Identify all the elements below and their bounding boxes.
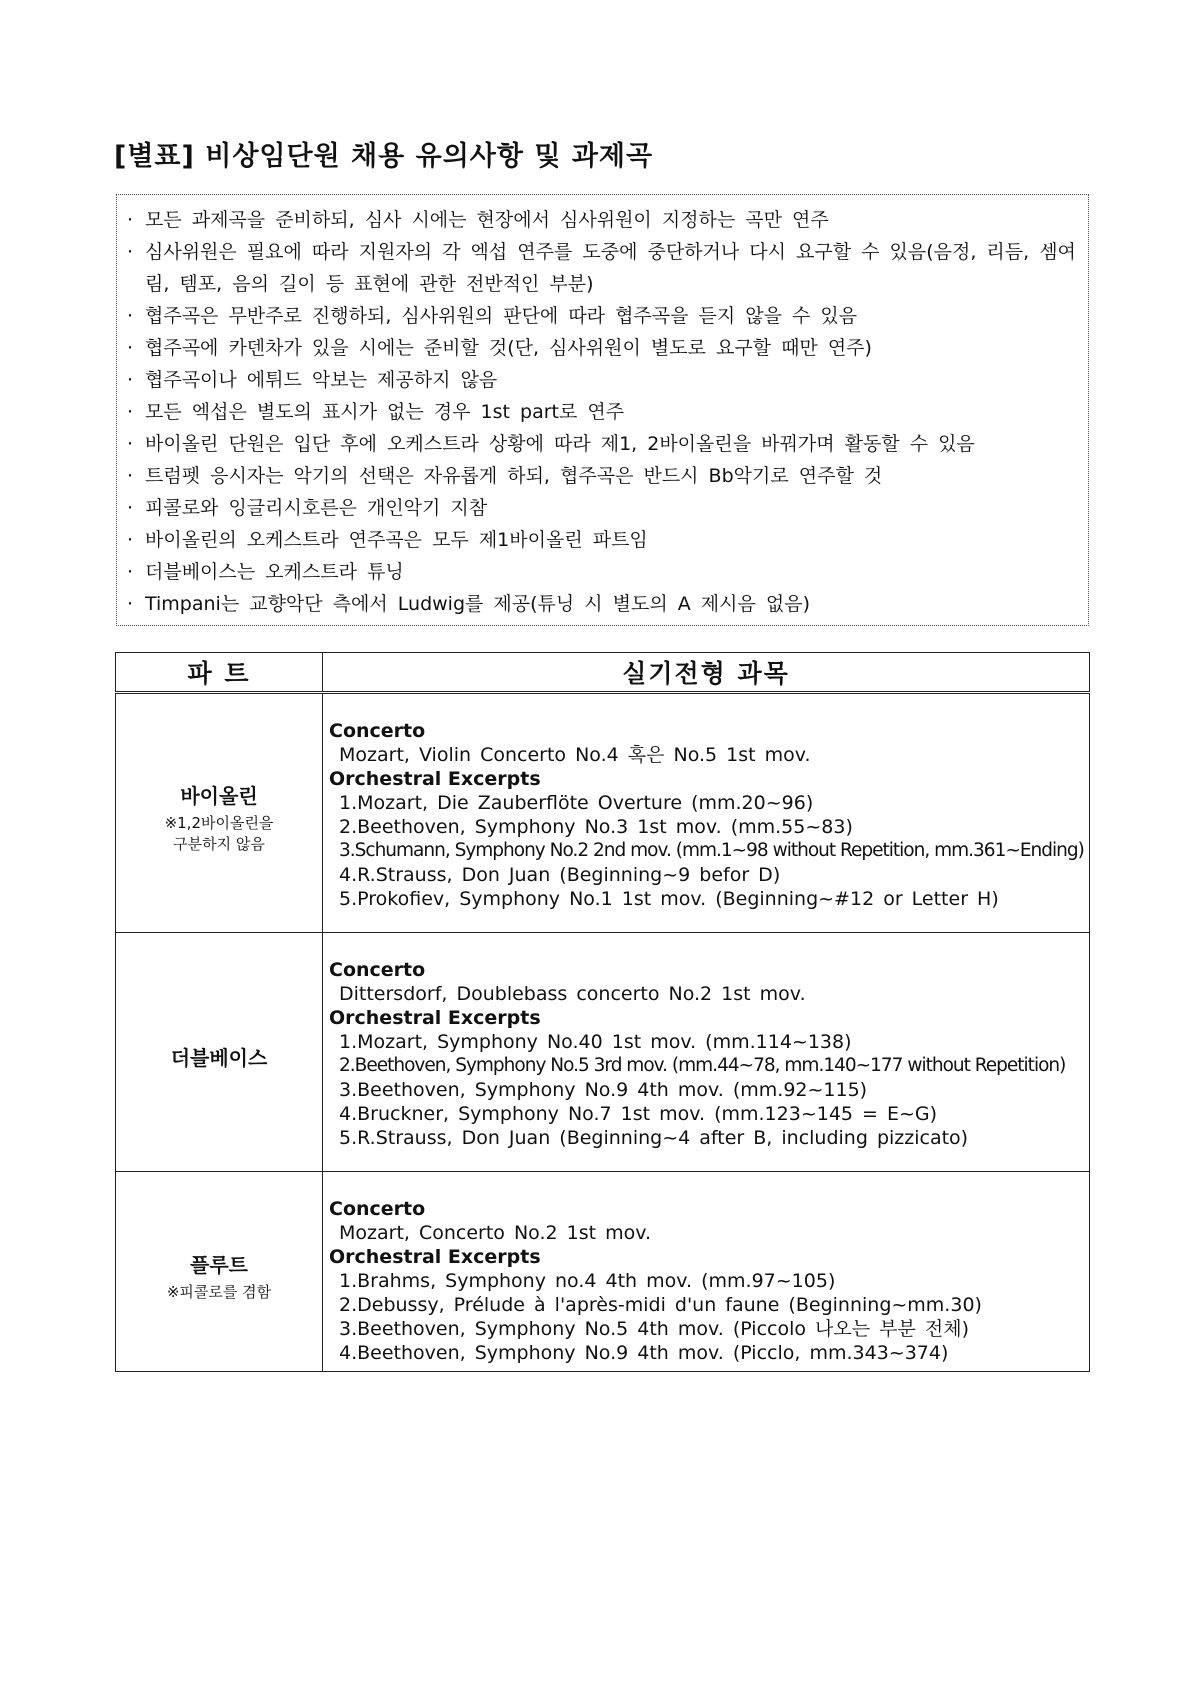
- excerpt-item: 3.Beethoven, Symphony No.5 4th mov. (Piccolo 나오는 부분 전체): [339, 1318, 970, 1340]
- part-note-line: 구분하지 않음: [173, 835, 265, 853]
- concerto-label: Concerto: [329, 1198, 426, 1220]
- excerpts-label: Orchestral Excerpts: [329, 1246, 541, 1268]
- notice-text: 모든 엑섭은 별도의 표시가 없는 경우 1st part로 연주: [145, 401, 625, 423]
- table-header-row: [116, 653, 1090, 693]
- notice-text: 협주곡이나 에튀드 악보는 제공하지 않음: [145, 369, 498, 391]
- bullet: ·: [127, 593, 134, 615]
- concerto-piece: Dittersdorf, Doublebass concerto No.2 1st mov.: [339, 983, 806, 1005]
- part-name: 바이올린: [180, 784, 258, 808]
- notice-item: [127, 396, 1078, 428]
- notice-item: [127, 524, 1078, 556]
- part-note-line: ※1,2바이올린을: [164, 814, 274, 832]
- excerpt-item: 3.Beethoven, Symphony No.9 4th mov. (mm.92~115): [339, 1079, 868, 1101]
- notice-item: [127, 236, 1078, 300]
- notice-item: [127, 588, 1078, 620]
- excerpt-item: 2.Beethoven, Symphony No.3 1st mov. (mm.55~83): [339, 816, 853, 838]
- excerpts-label: Orchestral Excerpts: [329, 1007, 541, 1029]
- excerpt-item: 4.Bruckner, Symphony No.7 1st mov. (mm.123~145 = E~G): [339, 1103, 938, 1125]
- subject-cell: [323, 933, 1090, 1172]
- bullet: ·: [127, 465, 134, 487]
- excerpt-item: 1.Brahms, Symphony no.4 4th mov. (mm.97~105): [339, 1270, 836, 1292]
- excerpt-item: 1.Mozart, Symphony No.40 1st mov. (mm.114~138): [339, 1031, 852, 1053]
- part-note: [117, 1282, 321, 1303]
- bullet: ·: [127, 209, 134, 231]
- bullet: ·: [127, 401, 134, 423]
- part-name: 더블베이스: [170, 1046, 268, 1070]
- notice-item: [127, 460, 1078, 492]
- concerto-piece: Mozart, Violin Concerto No.4 혹은 No.5 1st mov.: [339, 744, 811, 766]
- notice-text: 모든 과제곡을 준비하되, 심사 시에는 현장에서 심사위원이 지정하는 곡만 연주: [145, 209, 829, 231]
- notice-box: [116, 194, 1089, 626]
- part-cell: [116, 933, 323, 1172]
- excerpt-item: 5.Prokofiev, Symphony No.1 1st mov. (Beginning~#12 or Letter H): [339, 888, 999, 910]
- excerpt-item: 5.R.Strauss, Don Juan (Beginning~4 after B, including pizzicato): [339, 1127, 969, 1149]
- header-subject: 실기전형 과목: [323, 653, 1090, 693]
- concerto-piece: Mozart, Concerto No.2 1st mov.: [339, 1222, 652, 1244]
- part-cell: [116, 693, 323, 933]
- concerto-label: Concerto: [329, 720, 426, 742]
- bullet: ·: [127, 497, 134, 519]
- notice-item: [127, 332, 1078, 364]
- notice-item: [127, 428, 1078, 460]
- bullet: ·: [127, 241, 134, 263]
- notice-text: 심사위원은 필요에 따라 지원자의 각 엑섭 연주를 도중에 중단하거나 다시 요구할 수 있음(음정, 리듬, 셈여림, 템포, 음의 길이 등 표현에 관한 전반적인 부분): [145, 241, 1076, 295]
- subject-cell: [323, 1172, 1090, 1372]
- part-note-line: ※피콜로를 겸함: [166, 1283, 272, 1301]
- table-row: [116, 933, 1090, 1172]
- notice-item: [127, 556, 1078, 588]
- notice-text: 트럼펫 응시자는 악기의 선택은 자유롭게 하되, 협주곡은 반드시 Bb악기로 연주할 것: [145, 465, 883, 487]
- notice-text: 더블베이스는 오케스트라 튜닝: [145, 561, 404, 583]
- notice-text: 피콜로와 잉글리시호른은 개인악기 지참: [145, 497, 488, 519]
- notice-text: 바이올린의 오케스트라 연주곡은 모두 제1바이올린 파트임: [145, 529, 648, 551]
- excerpt-item: 4.Beethoven, Symphony No.9 4th mov. (Picclo, mm.343~374): [339, 1342, 949, 1364]
- notice-text: 협주곡은 무반주로 진행하되, 심사위원의 판단에 따라 협주곡을 듣지 않을 수 있음: [145, 305, 858, 327]
- excerpts-label: Orchestral Excerpts: [329, 768, 541, 790]
- excerpt-item: 4.R.Strauss, Don Juan (Beginning~9 befor D): [339, 864, 781, 886]
- bullet: ·: [127, 337, 134, 359]
- subject-cell: [323, 693, 1090, 933]
- bullet: ·: [127, 561, 134, 583]
- excerpt-item: 2.Beethoven, Symphony No.5 3rd mov. (mm.44~78, mm.140~177 without Repetition): [339, 1055, 1066, 1076]
- part-cell: [116, 1172, 323, 1372]
- notice-text: 바이올린 단원은 입단 후에 오케스트라 상황에 따라 제1, 2바이올린을 바꿔가며 활동할 수 있음: [145, 433, 975, 455]
- bullet: ·: [127, 305, 134, 327]
- audition-table: [115, 652, 1090, 1372]
- notice-item: [127, 204, 1078, 236]
- part-note: [117, 813, 321, 855]
- bullet: ·: [127, 369, 134, 391]
- header-part: 파 트: [116, 653, 323, 693]
- notice-item: [127, 364, 1078, 396]
- notice-text: 협주곡에 카덴차가 있을 시에는 준비할 것(단, 심사위원이 별도로 요구할 때만 연주): [145, 337, 872, 359]
- notice-text: Timpani는 교향악단 측에서 Ludwig를 제공(튜닝 시 별도의 A 제시음 없음): [145, 593, 811, 615]
- notice-item: [127, 492, 1078, 524]
- bullet: ·: [127, 529, 134, 551]
- table-row: [116, 693, 1090, 933]
- concerto-label: Concerto: [329, 959, 426, 981]
- part-name: 플루트: [190, 1253, 248, 1277]
- excerpt-item: 2.Debussy, Prélude à l'après-midi d'un faune (Beginning~mm.30): [339, 1294, 982, 1316]
- notice-item: [127, 300, 1078, 332]
- excerpt-item: 1.Mozart, Die Zauberflöte Overture (mm.20~96): [339, 792, 814, 814]
- page-title: [별표] 비상임단원 채용 유의사항 및 과제곡: [114, 141, 654, 172]
- bullet: ·: [127, 433, 134, 455]
- table-row: [116, 1172, 1090, 1372]
- excerpt-item: 3.Schumann, Symphony No.2 2nd mov. (mm.1~98 without Repetition, mm.361~Ending): [339, 840, 1084, 861]
